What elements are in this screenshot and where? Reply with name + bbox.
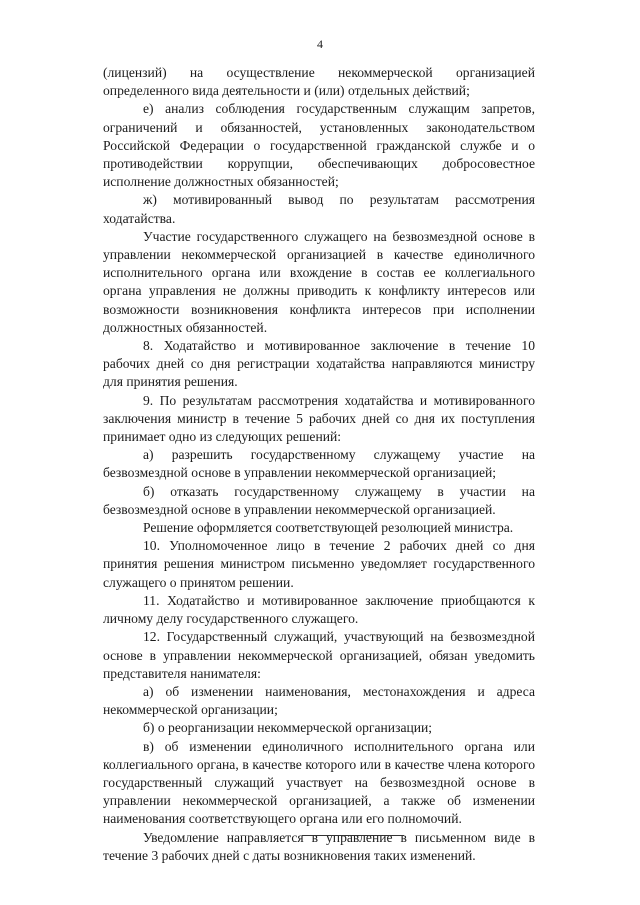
paragraph: а) об изменении наименования, местонахождения и адреса некоммерческой организации;: [103, 683, 535, 718]
paragraph: б) о реорганизации некоммерческой организации;: [143, 720, 433, 736]
paragraph: е) анализ соблюдения государственным служащим запретов, ограничений и обязанностей, установленных законодательством Российской Федерации о государственной гражданской службе и о противодействии коррупции, обеспечивающих добросовестное исполнение должностных обязанностей;: [103, 101, 535, 190]
paragraph: а) разрешить государственному служащему участие на безвозмездной основе в управлении некоммерческой организацией;: [103, 447, 535, 481]
page-number: 4: [317, 37, 323, 51]
paragraph: б) отказать государственному служащему в участии на безвозмездной основе в управлении некоммерческой организацией.: [103, 483, 535, 517]
paragraph: 11. Ходатайство и мотивированное заключение приобщаются к личному делу государственного служащего.: [103, 592, 535, 627]
paragraph: 8. Ходатайство и мотивированное заключение в течение 10 рабочих дней со дня регистрации ходатайства направляются министру для принятия решения.: [103, 338, 535, 390]
document-body: [103, 64, 535, 865]
paragraph: Решение оформляется соответствующей резолюцией министра.: [143, 520, 514, 536]
paragraph: в) об изменении единоличного исполнительного органа или коллегиального органа, в качестве которого или в качестве члена которого государственный служащий участвует на безвозмездной основе в управлении некоммерческой организацией, а также об изменении наименования соответствующего органа или его полномочий.: [103, 738, 535, 827]
paragraph: (лицензий) на осуществление некоммерческой организацией определенного вида деятельности и (или) отдельных действий;: [103, 65, 535, 99]
paragraph: 9. По результатам рассмотрения ходатайства и мотивированного заключения министр в течение 5 рабочих дней со дня их поступления принимает одно из следующих решений:: [103, 392, 535, 445]
paragraph: 12. Государственный служащий, участвующий на безвозмездной основе в управлении некоммерческой организацией, обязан уведомить представителя нанимателя:: [103, 629, 535, 681]
paragraph: Участие государственного служащего на безвозмездной основе в управлении некоммерческой организацией в качестве единоличного исполнительного органа или вхождение в состав ее коллегиального органа управления не должны приводить к конфликту интересов или возможности возникновения конфликта интересов при исполнении должностных обязанностей.: [103, 228, 535, 335]
paragraph: 10. Уполномоченное лицо в течение 2 рабочих дней со дня принятия решения министром письменно уведомляет государственного служащего о принятом решении.: [103, 538, 535, 590]
paragraph: Уведомление направляется в управление в письменном виде в течение 3 рабочих дней с даты возникновения таких изменений.: [103, 829, 535, 863]
closing-separator-line: [302, 835, 404, 836]
paragraph: ж) мотивированный вывод по результатам рассмотрения ходатайства.: [103, 192, 535, 226]
